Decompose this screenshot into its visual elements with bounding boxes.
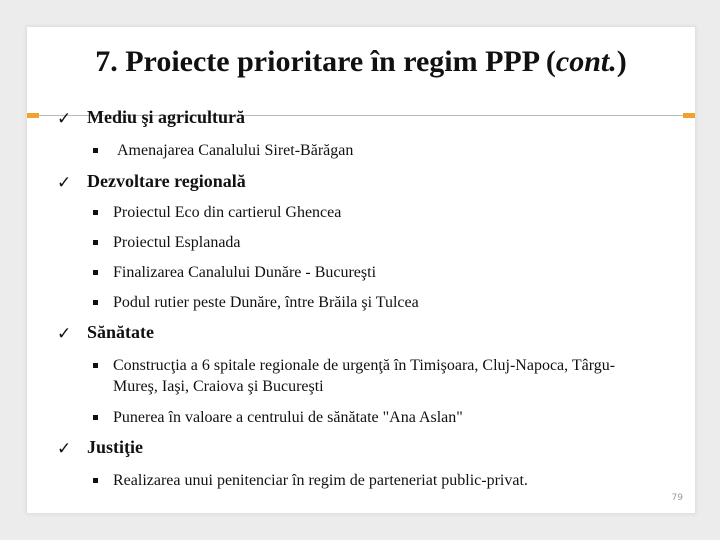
check-icon: ✓ (57, 109, 72, 129)
square-bullet-icon (93, 270, 98, 275)
page-number: 79 (671, 493, 683, 503)
list-item: Proiectul Esplanada (113, 234, 241, 251)
title-italic-text: cont. (555, 45, 617, 78)
list-item: Punerea în valoare a centrului de sănătate "Ana Aslan" (113, 409, 463, 426)
section-heading-justitie: Justiţie (87, 437, 143, 457)
check-icon: ✓ (57, 173, 72, 193)
list-item: Realizarea unui penitenciar în regim de parteneriat public-privat. (113, 472, 528, 489)
list-item: Finalizarea Canalului Dunăre - Bucureşti (113, 264, 377, 281)
title-text: 7. Proiecte prioritare în regim PPP ( (95, 45, 556, 78)
list-item: Podul rutier peste Dunăre, între Brăila şi Tulcea (113, 294, 419, 311)
section-heading-sanatate: Sănătate (87, 322, 154, 342)
square-bullet-icon (93, 240, 98, 245)
list-item: Amenajarea Canalului Siret-Bărăgan (117, 142, 354, 159)
section-heading-dezvoltare: Dezvoltare regională (87, 171, 246, 191)
square-bullet-icon (93, 148, 98, 153)
title-end-text: ) (616, 45, 627, 78)
square-bullet-icon (93, 210, 98, 215)
list-item: Construcţia a 6 spitale regionale de urgenţă în Timişoara, Cluj-Napoca, Târgu-Mureş, Iaşi, Craiova şi Bucureşti (113, 357, 616, 395)
square-bullet-icon (93, 478, 98, 483)
square-bullet-icon (93, 300, 98, 305)
slide (26, 26, 696, 514)
square-bullet-icon (93, 363, 98, 368)
square-bullet-icon (93, 415, 98, 420)
title-accent-right (683, 113, 695, 118)
section-heading-mediu: Mediu şi agricultură (87, 107, 245, 127)
list-item: Proiectul Eco din cartierul Ghencea (113, 204, 342, 221)
check-icon: ✓ (57, 324, 72, 344)
check-icon: ✓ (57, 439, 72, 459)
slide-title (27, 45, 695, 79)
title-accent-left (27, 113, 39, 118)
